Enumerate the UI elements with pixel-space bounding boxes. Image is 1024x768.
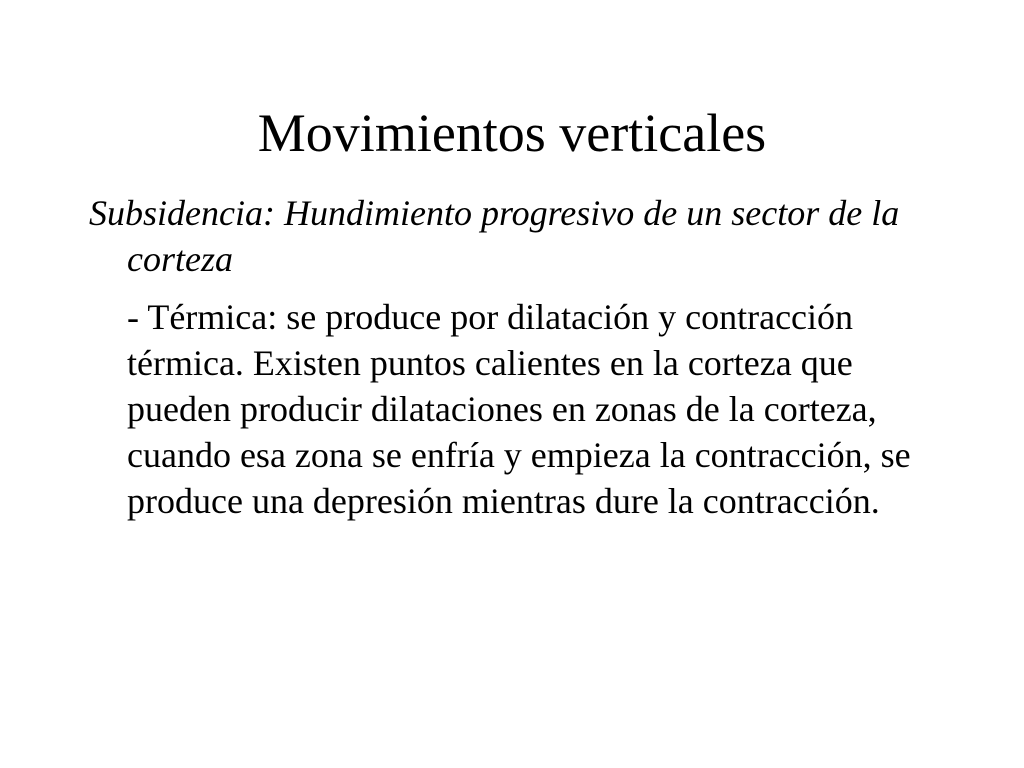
slide-body [89, 190, 949, 524]
detail-text: - Térmica: se produce por dilatación y contracción térmica. Existen puntos calientes en la corteza que pueden producir dilataciones en zonas de la corteza, cuando esa zona se enfría y empieza la contracción, se produce una depresión mientras dure la contracción. [127, 297, 911, 521]
slide-title: Movimientos verticales [257, 103, 767, 163]
definition-text: Subsidencia: Hundimiento progresivo de un sector de la corteza [89, 193, 900, 279]
